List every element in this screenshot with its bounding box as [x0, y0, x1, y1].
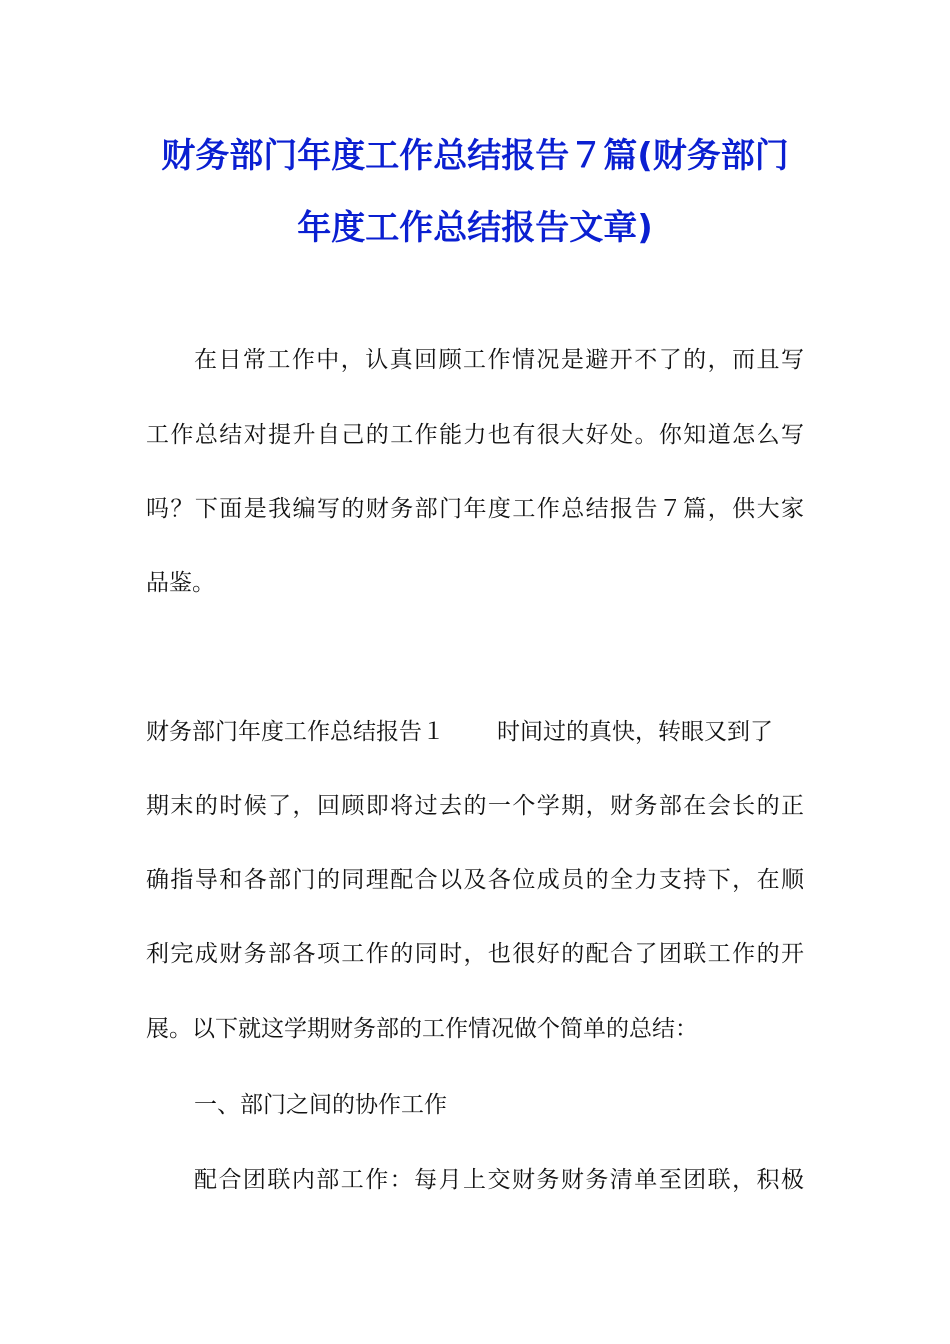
section-1-paragraph-line-1: 配合团联内部工作：每月上交财务财务清单至团联，积极: [194, 1167, 804, 1193]
section-1-first-line: [146, 717, 773, 747]
intro-line-1: 在日常工作中，认真回顾工作情况是避开不了的，而且写: [194, 347, 804, 373]
intro-line-3: 吗？下面是我编写的财务部门年度工作总结报告７篇，供大家: [146, 496, 804, 522]
section-1-heading: 财务部门年度工作总结报告１: [146, 719, 445, 745]
section-1-line-4: 利完成财务部各项工作的同时，也很好的配合了团联工作的开: [146, 941, 804, 967]
section-1-line-5: 展。以下就这学期财务部的工作情况做个简单的总结：: [146, 1016, 698, 1042]
section-1-line-2: 期末的时候了，回顾即将过去的一个学期，财务部在会长的正: [146, 793, 804, 819]
section-1-line-1-rest: 时间过的真快，转眼又到了: [497, 719, 773, 745]
intro-line-4: 品鉴。: [146, 570, 215, 596]
section-1-line-3: 确指导和各部门的同理配合以及各位成员的全力支持下，在顺: [146, 867, 804, 893]
section-1-subheading: 一、部门之间的协作工作: [194, 1092, 447, 1118]
document-title-line-2: 年度工作总结报告文章): [297, 208, 653, 248]
intro-line-2: 工作总结对提升自己的工作能力也有很大好处。你知道怎么写: [146, 422, 804, 448]
document-title-line-1: 财务部门年度工作总结报告７篇(财务部门: [161, 136, 789, 176]
